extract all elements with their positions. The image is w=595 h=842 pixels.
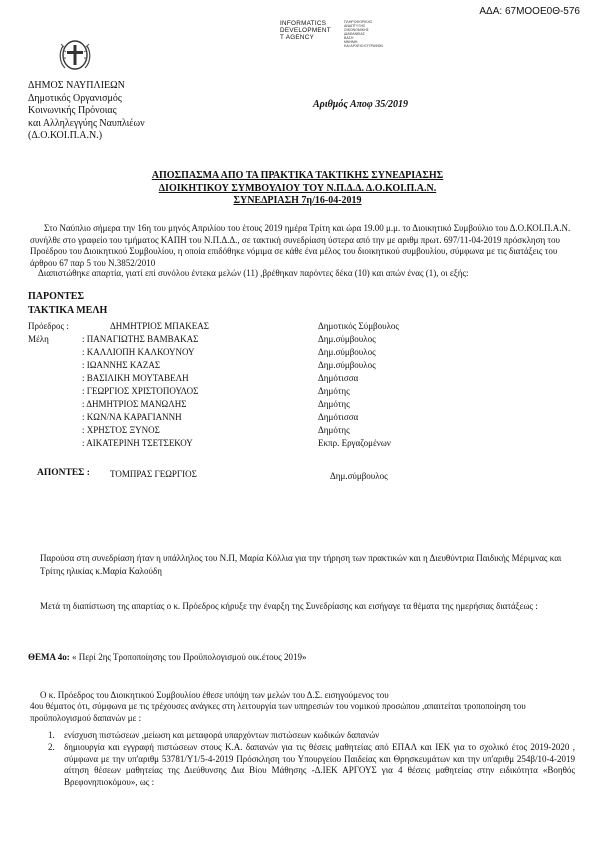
member-name: : ΠΑΝΑΓΙΩΤΗΣ ΒΑΜΒΑΚΑΣ	[82, 334, 199, 344]
member-name: : ΧΡΗΣΤΟΣ ΞΥΝΟΣ	[82, 425, 160, 435]
document-heading	[0, 170, 595, 208]
ida-greek-line: ΔΙΑΦΑΝΕΙΑΣ	[344, 32, 365, 36]
heading-line: ΔΙΟΙΚΗΤΙΚΟΥ ΣΥΜΒΟΥΛΙΟΥ ΤΟΥ Ν.Π.Δ.Δ. Δ.Ο.ΚΟΙ.Π.Α.Ν.	[158, 182, 437, 194]
sender-line: Κοινωνικής Πρόνοιας	[28, 105, 117, 116]
ida-greek-line: ΜΝΗΜΗ	[344, 40, 358, 44]
opening-paragraph: Μετά τη διαπίστωση της απαρτίας ο κ. Πρόεδρος κήρυξε την έναρξη της Συνεδρίασης και εισήγαγε τα θέματα της ημερήσιας διατάξεως :	[40, 601, 538, 611]
member-name: : ΔΗΜΗΤΡΙΟΣ ΜΑΝΩΛΗΣ	[82, 399, 187, 409]
ida-greek-line: ΑΝΑΠΤΥΞΗΣ	[344, 24, 366, 28]
ida-greek-line: ΠΛΗΡΟΦΟΡΙΚΗΣ	[344, 20, 373, 24]
member-role: Πρόεδρος :	[28, 321, 69, 331]
absent-label: ΑΠΟΝΤΕΣ :	[37, 468, 90, 478]
member-name: : ΓΕΩΡΓΙΟΣ ΧΡΙΣΤΟΠΟΥΛΟΣ	[82, 386, 199, 396]
ida-greek-line: ΚΑΙ ΑΡΧΕΙΟ ΕΓΓΡΑΦΩΝ	[344, 44, 383, 48]
agenda-item-label: ΘΕΜΑ 4ο:	[28, 652, 70, 662]
heading-line: ΑΠΟΣΠΑΣΜΑ ΑΠΟ ΤΑ ΠΡΑΚΤΙΚΑ ΤΑΚΤΙΚΗΣ ΣΥΝΕΔΡΙΑΣΗΣ	[151, 170, 444, 181]
sender-line: Δημοτικός Οργανισμός	[28, 92, 122, 104]
decision-number: Αριθμός Αποφ 35/2019	[313, 99, 409, 110]
proposal-list	[48, 730, 575, 802]
members-label: ΤΑΚΤΙΚΑ ΜΕΛΗ	[28, 305, 108, 316]
absent-title: Δημ.σύμβουλος	[330, 471, 388, 481]
member-title: Εκπρ. Εργαζομένων	[318, 438, 391, 448]
list-item-number: 2.	[48, 742, 55, 752]
ida-greek-text	[344, 20, 383, 48]
proposal-paragraph: 4ου θέματος ότι, σύμφωνα με τις τρέχουσες ανάγκες στη λειτουργία των υπηρεσιών του νομικού προσώπου ,απαιτείται τροποποίηση του προϋπολογισμού δαπανών με :	[30, 701, 526, 723]
member-name: ΔΗΜΗΤΡΙΟΣ ΜΠΑΚΕΑΣ	[110, 321, 210, 331]
ida-greek-line: ΟΙΚΟΝΟΜΙΚΗΣ	[344, 28, 369, 32]
member-role: Μέλη	[28, 334, 49, 344]
sender-line: ΔΗΜΟΣ ΝΑΥΠΛΙΕΩΝ	[28, 80, 125, 91]
member-name: : ΚΑΛΛΙΟΠΗ ΚΑΛΚΟΥΝΟΥ	[82, 347, 195, 357]
present-label: ΠΑΡΟΝΤΕΣ	[28, 291, 84, 302]
list-item	[48, 730, 575, 742]
member-title: Δημοτικός Σύμβουλος	[318, 321, 399, 331]
member-title: Δημότισσα	[318, 412, 359, 422]
ida-logo-line: DEVELOPMENT	[280, 27, 331, 34]
ida-logo	[280, 20, 331, 41]
agenda-item-title: « Περί 2ης Τροποποίησης του Προϋπολογισμού οικ.έτους 2019»	[72, 652, 307, 662]
list-item	[48, 742, 575, 802]
ada-code: ΑΔΑ: 67ΜΟΟΕ0Θ-576	[479, 6, 580, 17]
list-item-text: δημιουργία και εγγραφή πιστώσεων στους Κ.Α. δαπανών για τις θέσεις μαθητείας από ΕΠΑΛ και ΙΕΚ για το σχολικό έτος 2019-2020 , σύμφωνα με την υπ'αριθμ 53781/Υ1/5-4-2019 Πρόσκληση του Υπουργείου Παιδείας και Θρησκευμάτων και την υπ'αριθμ 254β/10-4-2019 αίτηση θέσεων μαθητείας της Διεύθυνσης Δια Βίου Μάθησης -Δ.ΙΕΚ ΑΡΓΟΥΣ για 4 θέσεις μαθητείας στην ειδικότητα «Βοηθός Βρεφονηπιοκόμου», ως :	[64, 742, 575, 787]
sender-line: (Δ.Ο.ΚΟΙ.Π.Α.Ν.)	[28, 130, 103, 141]
quorum-paragraph: Διαπιστώθηκε απαρτία, γιατί επί συνόλου έντεκα μελών (11) ,βρέθηκαν παρόντες δέκα (10) και απών ένας (1), οι εξής:	[38, 268, 469, 278]
member-title: Δημότης	[318, 386, 350, 396]
agenda-item	[28, 652, 306, 662]
ida-logo-line: T AGENCY	[280, 34, 315, 41]
member-name: : ΑΙΚΑΤΕΡΙΝΗ ΤΣΕΤΣΕΚΟΥ	[82, 438, 193, 448]
member-title: Δημ.σύμβουλος	[318, 334, 376, 344]
ida-greek-line: ΒΑΣΗ	[344, 36, 354, 40]
intro-paragraph: Στο Ναύπλιο σήμερα την 16η του μηνός Απριλίου του έτους 2019 ημέρα Τρίτη και ώρα 19.00 μ.μ. το Διοικητικό Συμβούλιο του Δ.Ο.ΚΟΙ.Π.Α.Ν. συνήλθε στο γραφείο του τμήματος ΚΑΠΗ του Ν.Π.Δ.Δ., σε τακτική συνεδρίαση ύστερα από την με αριθμ πρωτ. 697/11-04-2019 πρόσκληση του Προέδρου του Διοικητικού Συμβουλίου, η οποία επιδόθηκε νόμιμα σε κάθε ένα μέλος του διοικητικού συμβουλίου, σύμφωνα με τις διατάξεις του άρθρου 67 παρ 5 του Ν.3852/2010	[30, 223, 571, 268]
absent-name: ΤΟΜΠΡΑΣ ΓΕΩΡΓΙΟΣ	[110, 469, 197, 479]
proposal-first-line: Ο κ. Πρόεδρος του Διοικητικού Συμβουλίου έθεσε υπόψη των μελών του Δ.Σ. εισηγούμενος του	[40, 690, 389, 700]
member-title: Δημότης	[318, 399, 350, 409]
list-item-text: ενίσχυση πιστώσεων ,μείωση και μεταφορά υπαρχόντων πιστώσεων κωδικών δαπανών	[64, 730, 380, 740]
heading-line: ΣΥΝΕΔΡΙΑΣΗ 7η/16-04-2019	[233, 195, 362, 206]
member-name: : ΚΩΝ/ΝΑ ΚΑΡΑΓΙΑΝΝΗ	[82, 412, 182, 422]
ida-logo-line: INFORMATICS	[280, 20, 327, 27]
member-title: Δημότισσα	[318, 373, 359, 383]
member-title: Δημότης	[318, 425, 350, 435]
sender-block	[28, 80, 145, 143]
list-item-number: 1.	[48, 730, 55, 740]
member-name: : ΒΑΣΙΛΙΚΗ ΜΟΥΤΑΒΕΛΗ	[82, 373, 189, 383]
member-title: Δημ.σύμβουλος	[318, 347, 376, 357]
member-name: : ΙΩΑΝΝΗΣ ΚΑΖΑΣ	[82, 360, 161, 370]
member-title: Δημ.σύμβουλος	[318, 360, 376, 370]
greek-emblem-icon	[55, 34, 95, 74]
attendees-paragraph: Παρούσα στη συνεδρίαση ήταν η υπάλληλος του Ν.Π, Μαρία Κόλλια για την τήρηση των πρακτικών και η Διευθύντρια Παιδικής Μέριμνας και Τρίτης ηλικίας κ.Μαρία Καλούδη	[40, 553, 562, 576]
sender-line: και Αλληλεγγύης Ναυπλιέων	[28, 117, 145, 129]
